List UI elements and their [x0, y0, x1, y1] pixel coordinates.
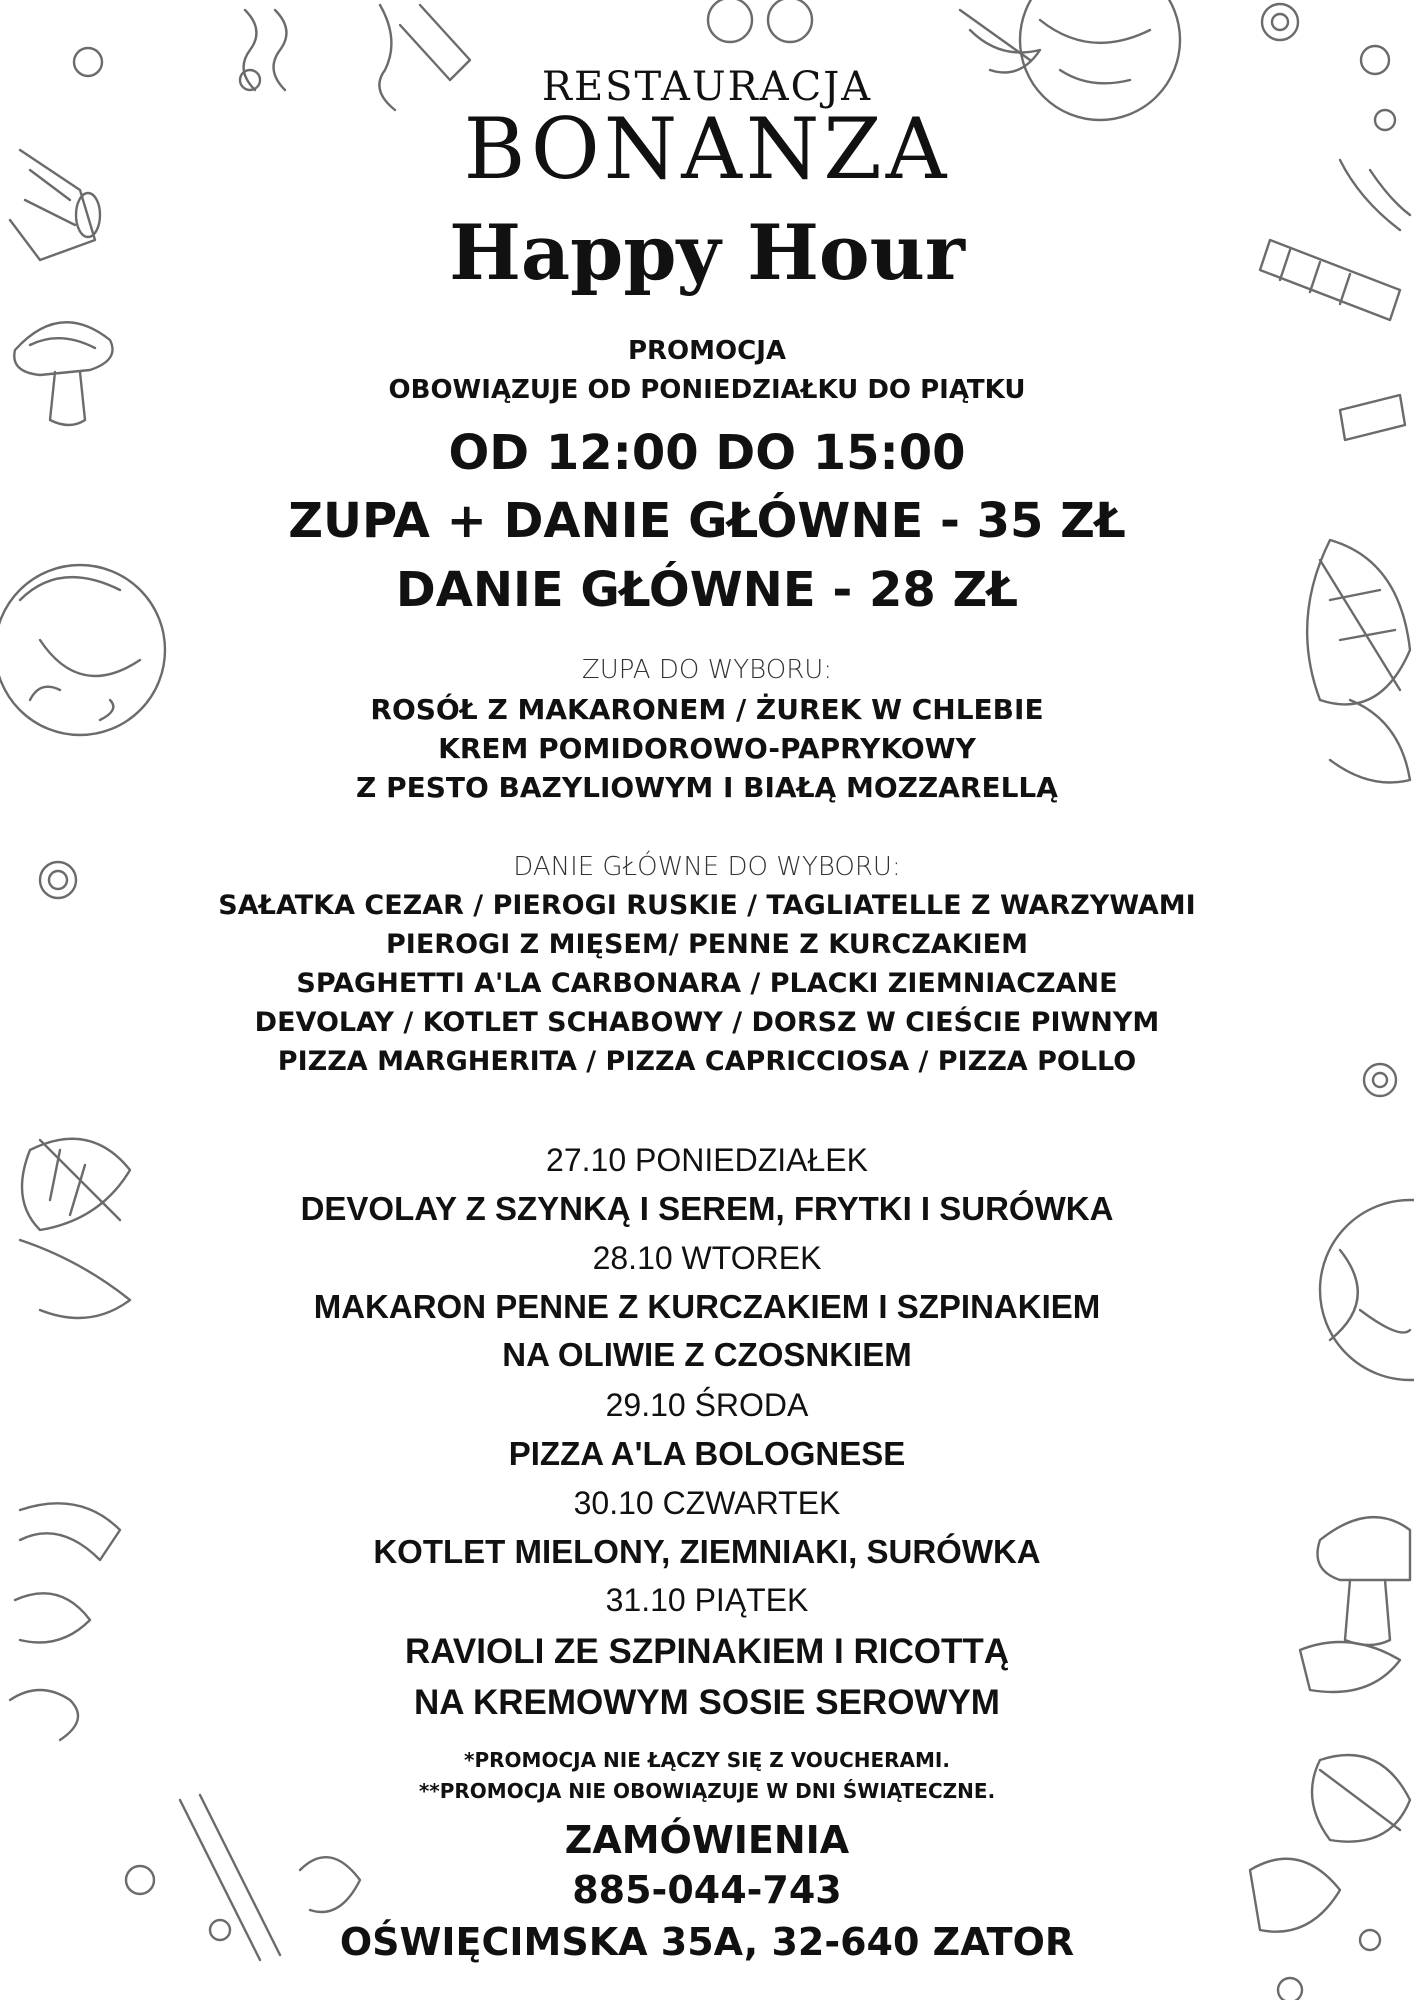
- mains-line: PIZZA MARGHERITA / PIZZA CAPRICCIOSA / PIZZA POLLO: [277, 1046, 1137, 1077]
- daily-day-label: 31.10 PIĄTEK: [605, 1582, 809, 1618]
- daily-dish: NA OLIWIE Z CZOSNKIEM: [502, 1336, 912, 1373]
- promo-offer-soup-main: ZUPA + DANIE GŁÓWNE - 35 ZŁ: [288, 493, 1126, 549]
- daily-dish: NA KREMOWYM SOSIE SEROWYM: [414, 1683, 1000, 1722]
- mains-line: DEVOLAY / KOTLET SCHABOWY / DORSZ W CIEŚCIE PIWNYM: [254, 1007, 1160, 1038]
- daily-day-label: 27.10 PONIEDZIAŁEK: [546, 1142, 868, 1178]
- daily-dish: PIZZA A'LA BOLOGNESE: [508, 1435, 906, 1472]
- orders-label: ZAMÓWIENIA: [564, 1818, 850, 1862]
- promo-offer-main: DANIE GŁÓWNE - 28 ZŁ: [395, 562, 1019, 618]
- restaurant-name: BONANZA: [463, 100, 951, 198]
- soups-line: Z PESTO BAZYLIOWYM I BIAŁĄ MOZZARELLĄ: [356, 771, 1058, 804]
- promo-days: OBOWIĄZUJE OD PONIEDZIAŁKU DO PIĄTKU: [388, 375, 1026, 405]
- soups-heading: ZUPA DO WYBORU:: [581, 655, 833, 685]
- promo-label: PROMOCJA: [627, 336, 787, 366]
- address: OŚWIĘCIMSKA 35A, 32-640 ZATOR: [339, 1920, 1075, 1964]
- daily-day-label: 30.10 CZWARTEK: [573, 1485, 841, 1521]
- daily-day-label: 28.10 WTOREK: [592, 1240, 822, 1276]
- daily-dish: RAVIOLI ZE SZPINAKIEM I RICOTTĄ: [404, 1632, 1010, 1671]
- daily-dish: MAKARON PENNE Z KURCZAKIEM I SZPINAKIEM: [313, 1288, 1101, 1325]
- soups-line: ROSÓŁ Z MAKARONEM / ŻUREK W CHLEBIE: [370, 693, 1044, 726]
- promo-note: *PROMOCJA NIE ŁĄCZY SIĘ Z VOUCHERAMI.: [464, 1748, 950, 1772]
- mains-line: PIEROGI Z MIĘSEM/ PENNE Z KURCZAKIEM: [386, 929, 1028, 960]
- daily-day-label: 29.10 ŚRODA: [605, 1387, 809, 1423]
- daily-dish: KOTLET MIELONY, ZIEMNIAKI, SURÓWKA: [373, 1533, 1041, 1570]
- page-title: Happy Hour: [449, 208, 965, 297]
- soups-line: KREM POMIDOROWO-PAPRYKOWY: [438, 732, 976, 765]
- restaurant-label: RESTAURACJA: [541, 64, 873, 110]
- promo-note: **PROMOCJA NIE OBOWIĄZUJE W DNI ŚWIĄTECZNE.: [418, 1779, 996, 1803]
- phone-number[interactable]: 885-044-743: [572, 1868, 842, 1912]
- mains-line: SAŁATKA CEZAR / PIEROGI RUSKIE / TAGLIATELLE Z WARZYWAMI: [218, 890, 1196, 921]
- promo-hours: OD 12:00 DO 15:00: [448, 425, 966, 481]
- daily-dish: DEVOLAY Z SZYNKĄ I SEREM, FRYTKI I SURÓWKA: [300, 1190, 1114, 1227]
- mains-line: SPAGHETTI A'LA CARBONARA / PLACKI ZIEMNIACZANE: [296, 968, 1118, 999]
- mains-heading: DANIE GŁÓWNE DO WYBORU:: [513, 852, 901, 882]
